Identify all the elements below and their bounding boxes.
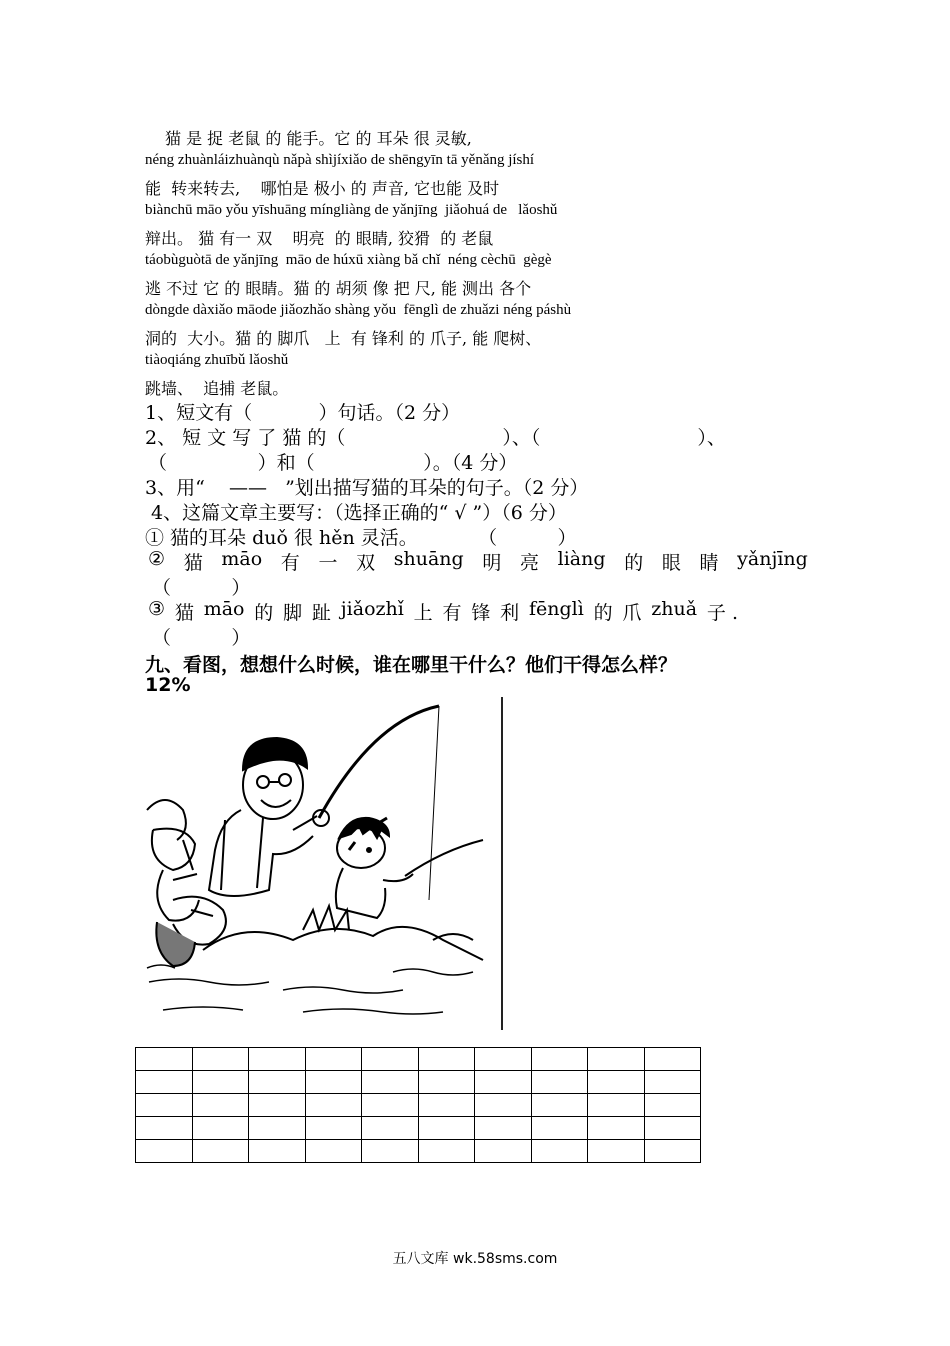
grid-cell[interactable] [362, 1094, 419, 1117]
grid-cell[interactable] [644, 1071, 701, 1094]
option-3-token: 趾 [311, 602, 331, 624]
grid-cell[interactable] [418, 1117, 475, 1140]
grid-cell[interactable] [305, 1117, 362, 1140]
option-2-token: 的 [624, 552, 644, 574]
option-3-token: ③ [148, 598, 166, 620]
option-2-token: 双 [356, 552, 376, 574]
grid-cell[interactable] [362, 1140, 419, 1163]
option-3-token: 利 [500, 602, 520, 624]
option-2-token: 睛 [699, 552, 719, 574]
passage-line-5: 辩出。 猫 有一 双 明亮 的 眼睛, 狡猾 的 老鼠 [145, 229, 494, 248]
grid-cell[interactable] [644, 1140, 701, 1163]
grid-cell[interactable] [588, 1071, 645, 1094]
fishing-illustration [143, 700, 508, 1030]
passage-pinyin-6: táobùguòtā de yǎnjīng māo de húxū xiàng bǎ chǐ néng cèchū gègè [145, 252, 552, 268]
grid-cell[interactable] [531, 1140, 588, 1163]
option-3-token: 的 [254, 602, 274, 624]
option-2-token: 眼 [661, 552, 681, 574]
grid-cell[interactable] [305, 1094, 362, 1117]
option-2-answer: （ ） [152, 577, 251, 599]
grid-cell[interactable] [475, 1094, 532, 1117]
section-9-score: 12% [145, 674, 191, 696]
grid-cell[interactable] [531, 1048, 588, 1071]
grid-cell[interactable] [249, 1140, 306, 1163]
option-2-token: shuāng [393, 548, 464, 570]
grid-cell[interactable] [305, 1140, 362, 1163]
question-3: 3、用“ —— ”划出描写猫的耳朵的句子。（2 分） [145, 477, 589, 499]
option-2-token: liàng [557, 548, 606, 570]
option-1: ① 猫的耳朵 duǒ 很 hěn 灵活。 （ ） [145, 527, 577, 549]
option-3-token: 上 [413, 602, 433, 624]
option-3-token: 爪 [622, 602, 642, 624]
option-3-token: fēnglì [528, 598, 584, 620]
passage-line-7: 逃 不过 它 的 眼睛。猫 的 胡须 像 把 尺, 能 测出 各个 [145, 279, 532, 298]
question-4: 4、这篇文章主要写：（选择正确的“ √ ”）（6 分） [145, 502, 567, 524]
option-3 [148, 598, 738, 625]
grid-cell[interactable] [192, 1094, 249, 1117]
option-2-token: 有 [280, 552, 300, 574]
grid-cell[interactable] [644, 1094, 701, 1117]
question-1: 1、短文有（ ）句话。（2 分） [145, 402, 461, 424]
passage-pinyin-10: tiàoqiáng zhuībǔ lǎoshǔ [145, 352, 289, 368]
grid-cell[interactable] [531, 1117, 588, 1140]
grid-cell[interactable] [249, 1071, 306, 1094]
grid-cell[interactable] [136, 1071, 193, 1094]
option-2-token: ② [148, 548, 166, 570]
grid-cell[interactable] [475, 1071, 532, 1094]
option-2-token: yǎnjīng [737, 548, 808, 570]
passage-line-11: 跳墙、 追捕 老鼠。 [145, 379, 289, 398]
grid-cell[interactable] [531, 1094, 588, 1117]
grid-cell[interactable] [418, 1071, 475, 1094]
option-3-token: māo [203, 598, 245, 620]
grid-cell[interactable] [362, 1117, 419, 1140]
passage-line-3: 能 转来转去, 哪怕是 极小 的 声音, 它也能 及时 [145, 179, 500, 198]
option-3-token: 子 . [706, 602, 738, 624]
question-2-line-2: （ ）和（ ）。（4 分） [148, 452, 518, 474]
grid-cell[interactable] [475, 1117, 532, 1140]
grid-cell[interactable] [475, 1140, 532, 1163]
grid-cell[interactable] [475, 1048, 532, 1071]
passage-line-1: 猫 是 捉 老鼠 的 能手。它 的 耳朵 很 灵敏, [165, 129, 472, 148]
footer-watermark: 五八文库 wk.58sms.com [392, 1251, 558, 1267]
grid-cell[interactable] [249, 1094, 306, 1117]
passage-pinyin-2: néng zhuànláizhuànqù nǎpà shìjíxiǎo de shēngyīn tā yěnǎng jíshí [145, 152, 535, 168]
option-2-token: 一 [318, 552, 338, 574]
option-3-token: 有 [442, 602, 462, 624]
grid-cell[interactable] [362, 1048, 419, 1071]
passage-line-9: 洞的 大小。猫 的 脚爪 上 有 锋利 的 爪子, 能 爬树、 [145, 329, 542, 348]
passage-pinyin-8: dòngde dàxiǎo māode jiǎozhǎo shàng yǒu fēnglì de zhuǎzi néng páshù [145, 302, 572, 318]
grid-cell[interactable] [588, 1048, 645, 1071]
grid-cell[interactable] [249, 1048, 306, 1071]
grid-cell[interactable] [362, 1071, 419, 1094]
grid-cell[interactable] [588, 1140, 645, 1163]
option-2-token: 亮 [520, 552, 540, 574]
option-3-token: 锋 [471, 602, 491, 624]
option-3-token: 脚 [283, 602, 303, 624]
grid-cell[interactable] [644, 1117, 701, 1140]
grid-cell[interactable] [644, 1048, 701, 1071]
vertical-divider [501, 697, 503, 1030]
option-3-token: zhuǎ [651, 598, 698, 620]
grid-cell[interactable] [531, 1071, 588, 1094]
option-2-token: 明 [482, 552, 502, 574]
grid-cell[interactable] [249, 1117, 306, 1140]
passage-pinyin-4: biànchū māo yǒu yīshuāng míngliàng de yǎnjīng jiǎohuá de lǎoshǔ [145, 202, 558, 218]
grid-cell[interactable] [305, 1071, 362, 1094]
grid-cell[interactable] [418, 1140, 475, 1163]
grid-cell[interactable] [192, 1048, 249, 1071]
grid-cell[interactable] [305, 1048, 362, 1071]
writing-grid [135, 1047, 701, 1163]
grid-cell[interactable] [136, 1094, 193, 1117]
section-9-title: 九、看图，想想什么时候，谁在哪里干什么？他们干得怎么样？ [145, 654, 678, 676]
grid-cell[interactable] [588, 1117, 645, 1140]
grid-cell[interactable] [418, 1048, 475, 1071]
grid-cell[interactable] [192, 1117, 249, 1140]
grid-cell[interactable] [192, 1071, 249, 1094]
grid-cell[interactable] [418, 1094, 475, 1117]
option-2-token: 猫 [183, 552, 203, 574]
option-2 [148, 548, 808, 575]
question-2-line-1: 2、 短 文 写 了 猫 的（ ）、（ ）、 [145, 427, 726, 449]
grid-cell[interactable] [136, 1140, 193, 1163]
grid-cell[interactable] [136, 1048, 193, 1071]
option-3-token: 猫 [174, 602, 194, 624]
option-2-token: māo [221, 548, 263, 570]
option-3-answer: （ ） [152, 627, 251, 649]
grid-cell[interactable] [588, 1094, 645, 1117]
option-3-token: 的 [593, 602, 613, 624]
option-3-token: jiǎozhǐ [340, 598, 404, 620]
grid-cell[interactable] [192, 1140, 249, 1163]
grid-cell[interactable] [136, 1117, 193, 1140]
